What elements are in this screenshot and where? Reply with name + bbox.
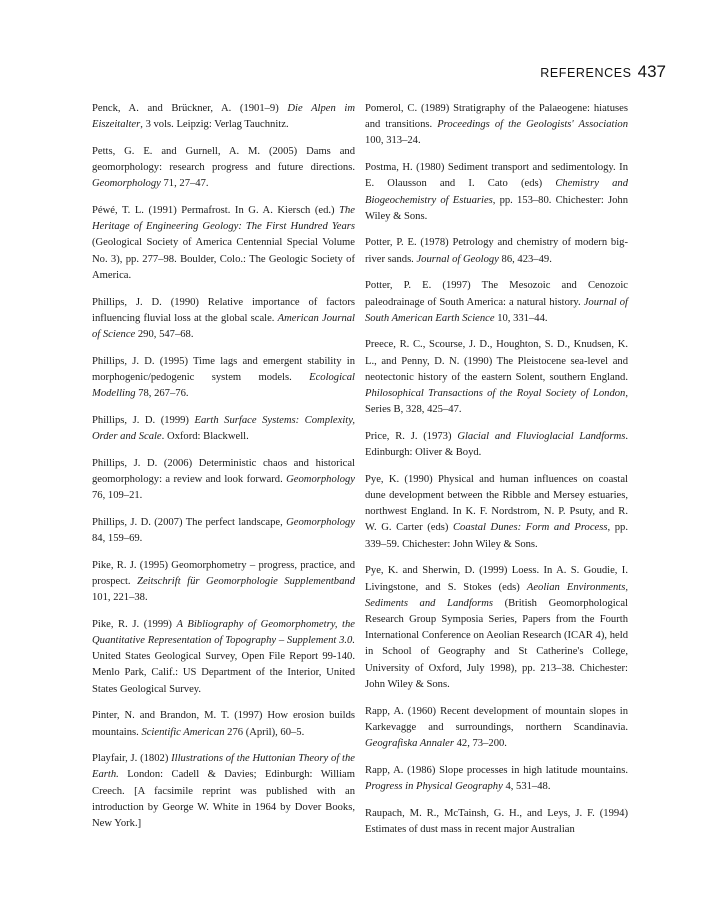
reference-text: Phillips, J. D. (1990) Relative importance of factors influencing fluvial loss at the global scale. bbox=[92, 296, 355, 324]
reference-text: 76, 109–21. bbox=[92, 490, 143, 502]
reference-text: . Edinburgh: Oliver & Boyd. bbox=[365, 430, 628, 459]
reference-text: 42, 73–200. bbox=[453, 737, 507, 749]
reference-text: Petts, G. E. and Gurnell, A. M. (2005) Dams and geomorphology: research progress and future directions. bbox=[92, 145, 355, 174]
reference-text: Postma, H. (1980) Sediment transport and sedimentology. In E. Olausson and I. Cato (eds) bbox=[365, 162, 628, 190]
reference-italic-title: Zeitschrift für Geomorphologie Supplementband bbox=[137, 575, 355, 587]
reference-entry bbox=[92, 515, 355, 547]
reference-italic-title: Illustrations of the Huttonian Theory of the Earth. bbox=[92, 753, 355, 781]
reference-text: 4, 531–48. bbox=[502, 780, 551, 792]
reference-italic-title: The Heritage of Engineering Geology: The First Hundred Years bbox=[92, 205, 355, 233]
references-left-column bbox=[92, 101, 355, 843]
reference-entry bbox=[365, 101, 628, 150]
reference-text: Phillips, J. D. (2006) Deterministic chaos and historical geomorphology: a review and look forward. bbox=[92, 457, 355, 485]
reference-text: 71, 27–47. bbox=[160, 178, 209, 190]
reference-text: Rapp, A. (1960) Recent development of mountain slopes in Karkevagge and surroundings, northern Scandinavia. bbox=[365, 705, 628, 733]
reference-entry bbox=[92, 203, 355, 284]
reference-entry bbox=[365, 806, 628, 838]
reference-italic-title: Chemistry and Biogeochemistry of Estuaries bbox=[365, 178, 628, 206]
reference-text: Péwé, T. L. (1991) Permafrost. In G. A. Kiersch (ed.) bbox=[92, 205, 340, 217]
running-head-title: REFERENCES bbox=[540, 66, 632, 80]
reference-entry bbox=[365, 160, 628, 225]
reference-text: 78, 267–76. bbox=[135, 388, 189, 400]
reference-text: Potter, P. E. (1997) The Mesozoic and Cenozoic paleodrainage of South America: a natural history. bbox=[365, 280, 628, 308]
reference-text: Raupach, M. R., McTainsh, G. H., and Leys, J. F. (1994) Estimates of dust mass in recent major Australian bbox=[365, 807, 628, 835]
reference-entry bbox=[92, 144, 355, 193]
reference-entry bbox=[92, 101, 355, 133]
reference-entry bbox=[92, 708, 355, 740]
reference-text: London: Cadell & Davies; Edinburgh: William Creech. [A facsimile reprint was published with an introduction by George W. White in 1964 by Dover Books, New York.] bbox=[92, 769, 355, 830]
reference-entry bbox=[365, 472, 628, 553]
reference-entry bbox=[365, 278, 628, 327]
reference-text: Pye, K. and Sherwin, D. (1999) Loess. In A. S. Goudie, I. Livingstone, and S. Stokes (eds) bbox=[365, 565, 628, 593]
reference-text: Penck, A. and Brückner, A. (1901–9) bbox=[92, 103, 288, 114]
reference-text: Pye, K. (1990) Physical and human influences on coastal dune development between the Ribble and Mersey estuaries, northwest England. In K. F. Nordstrom, N. P. Psuty, and R. W. G. Carter (eds) bbox=[365, 473, 628, 534]
references-right-column bbox=[365, 101, 628, 848]
reference-entry bbox=[92, 413, 355, 445]
page-number: 437 bbox=[637, 62, 666, 81]
reference-italic-title: Journal of Geology bbox=[416, 253, 499, 265]
reference-italic-title: Geomorphology bbox=[286, 473, 355, 485]
reference-text: 276 (April), 60–5. bbox=[224, 726, 305, 738]
reference-text: 10, 331–44. bbox=[494, 312, 548, 324]
reference-italic-title: Earth Surface Systems: Complexity, Order and Scale bbox=[92, 414, 355, 442]
reference-text: Potter, P. E. (1978) Petrology and chemistry of modern big-river sands. bbox=[365, 237, 628, 265]
reference-text: , 3 vols. Leipzig: Verlag Tauchnitz. bbox=[140, 119, 289, 131]
reference-text: Pike, R. J. (1995) Geomorphometry – progress, practice, and prospect. bbox=[92, 559, 355, 587]
reference-italic-title: Ecological Modelling bbox=[92, 371, 355, 400]
reference-italic-title: Coastal Dunes: Form and Process bbox=[452, 522, 608, 534]
reference-entry bbox=[92, 558, 355, 607]
reference-text: Pinter, N. and Brandon, M. T. (1997) How erosion builds mountains. bbox=[92, 710, 355, 738]
reference-entry bbox=[92, 751, 355, 832]
reference-text: , pp. 339–59. Chichester: John Wiley & Sons. bbox=[365, 522, 628, 550]
reference-text: Phillips, J. D. (2007) The perfect landscape, bbox=[92, 516, 287, 528]
reference-entry bbox=[365, 563, 628, 693]
reference-entry bbox=[365, 704, 628, 753]
reference-text: Pomerol, C. (1989) Stratigraphy of the Palaeogene: hiatuses and transitions. bbox=[365, 103, 628, 131]
reference-entry bbox=[365, 337, 628, 418]
reference-entry bbox=[365, 763, 628, 795]
reference-italic-title: Die Alpen im Eiszeitalter bbox=[92, 103, 355, 131]
reference-text: . Oxford: Blackwell. bbox=[161, 430, 249, 442]
reference-italic-title: A Bibliography of Geomorphometry, the Quantitative Representation of Topography – Supplement 3.0. bbox=[92, 618, 355, 646]
reference-italic-title: Geomorphology bbox=[286, 516, 355, 528]
reference-italic-title: American Journal of Science bbox=[92, 312, 355, 340]
reference-entry bbox=[365, 429, 628, 461]
reference-entry bbox=[365, 235, 628, 267]
reference-text: 290, 547–68. bbox=[135, 328, 194, 340]
reference-italic-title: Geomorphology bbox=[92, 178, 161, 190]
reference-italic-title: Journal of South American Earth Science bbox=[365, 296, 628, 324]
reference-text: , Series B, 328, 425–47. bbox=[365, 388, 628, 416]
reference-entry bbox=[92, 295, 355, 344]
reference-text: 101, 221–38. bbox=[92, 592, 148, 604]
reference-italic-title: Proceedings of the Geologists' Association bbox=[437, 119, 628, 131]
reference-italic-title: Glacial and Fluvioglacial Landforms bbox=[457, 430, 626, 442]
reference-text: 84, 159–69. bbox=[92, 532, 143, 544]
reference-entry bbox=[92, 354, 355, 403]
reference-text: Preece, R. C., Scourse, J. D., Houghton, S. D., Knudsen, K. L., and Penny, D. N. (1990) The Pleistocene sea-level and neotectonic history of the eastern Solent, southern England. bbox=[365, 339, 628, 383]
reference-text: 100, 313–24. bbox=[365, 135, 421, 147]
reference-text: Pike, R. J. (1999) bbox=[92, 618, 177, 630]
reference-text: Price, R. J. (1973) bbox=[365, 430, 458, 442]
reference-text: (British Geomorphological Research Group Symposia Series, Papers from the Fourth International Conference on Aeolian Research (ICAR 4), held in School of Geography and St Catherine's College, University of Oxford, July 1998), pp. 213–38. Chichester: John Wiley & Sons. bbox=[365, 597, 628, 690]
reference-italic-title: Scientific American bbox=[141, 726, 225, 738]
reference-text: Playfair, J. (1802) bbox=[92, 753, 172, 765]
reference-entry bbox=[92, 456, 355, 505]
reference-italic-title: Geografiska Annaler bbox=[365, 737, 454, 749]
reference-italic-title: Aeolian Environments, Sediments and Landforms bbox=[365, 581, 628, 609]
reference-text: United States Geological Survey, Open File Report 99-140. Menlo Park, Calif.: US Department of the Interior, United States Geological Survey. bbox=[92, 651, 355, 695]
reference-text: (Geological Society of America Centennial Special Volume No. 3), pp. 277–98. Boulder, Colo.: The Geologic Society of America. bbox=[92, 237, 355, 281]
reference-text: , pp. 153–80. Chichester: John Wiley & Sons. bbox=[365, 194, 628, 222]
reference-text: Rapp, A. (1986) Slope processes in high latitude mountains. bbox=[365, 764, 628, 776]
reference-text: 86, 423–49. bbox=[498, 253, 552, 265]
reference-italic-title: Progress in Physical Geography bbox=[365, 780, 503, 792]
running-head bbox=[540, 62, 666, 82]
reference-text: Phillips, J. D. (1995) Time lags and emergent stability in morphogenic/pedogenic system models. bbox=[92, 355, 355, 383]
reference-italic-title: Philosophical Transactions of the Royal Society of London bbox=[365, 388, 626, 400]
reference-text: Phillips, J. D. (1999) bbox=[92, 414, 195, 426]
reference-entry bbox=[92, 617, 355, 698]
